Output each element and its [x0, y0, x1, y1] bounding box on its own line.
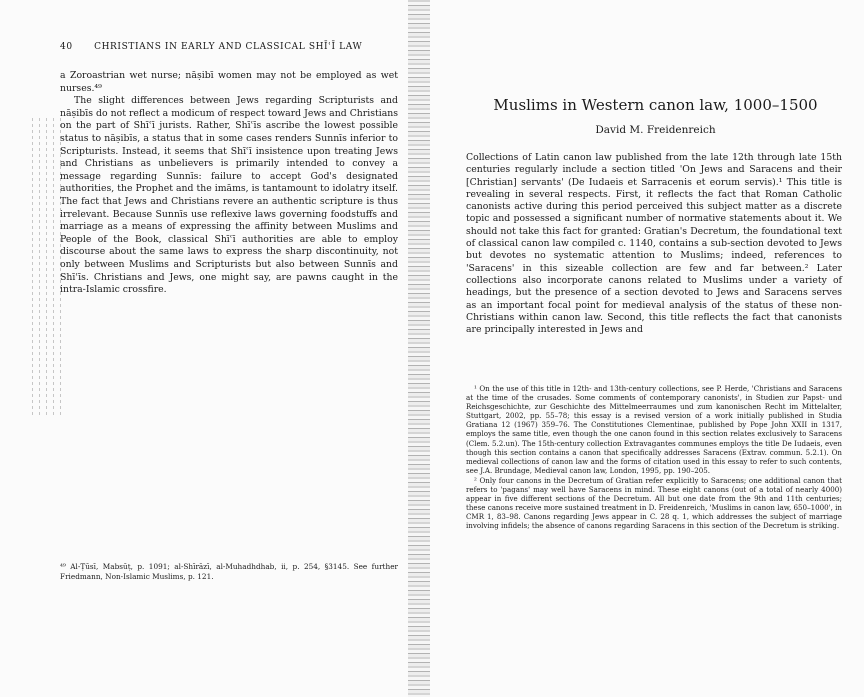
- right-page-body: [466, 152, 842, 336]
- left-page-body: [60, 70, 398, 297]
- paragraph: The slight differences between Jews regarding Scripturists and nāṣibīs do not reflect a modicum of respect toward Jews and Christians on the part of Shīʿī jurists. Rather, Shīʿīs ascribe the lowest possible status to nāṣibīs, a status that in some cases renders Sunnīs inferior to Scripturists. Instead, it seems that Shīʿī insistence upon treating Jews and Christians as unbelievers is primarily intended to convey a message regarding Sunnīs: failure to accept God's designated authorities, the Prophet and the imāms, is tantamount to idolatry itself. The fact that Jews and Christians revere an authentic scripture is thus irrelevant. Because Sunnīs use reflexive laws governing foodstuffs and marriage as a means of expressing the affinity between Muslims and People of the Book, classical Shīʿī authorities are able to employ discourse about the same laws to express the sharp discontinuity, not only between Muslims and Scripturists but also between Sunnīs and Shīʿīs. Christians and Jews, one might say, are pawns caught in the intra-Islamic crossfire.: [60, 95, 398, 296]
- paragraph: a Zoroastrian wet nurse; nāṣibī women may not be employed as wet nurses.⁴⁹: [60, 70, 398, 94]
- right-page: [428, 0, 864, 697]
- paragraph: Collections of Latin canon law published from the late 12th through late 15th centuries regularly include a section titled 'On Jews and Saracens and their [Christian] servants' (De Iudaeis et Sarracenis et eorum servis).¹ This title is revealing in several respects. First, it reflects the fact that Roman Catholic canonists active during this period perceived this subject matter as a discrete topic and possessed a significant number of normative statements about it. We should not take this fact for granted: Gratian's Decretum, the foundational text of classical canon law compiled c. 1140, contains a sub-section devoted to Jews but devotes no systematic attention to Muslims; indeed, references to 'Saracens' in this sizeable collection are few and far between.² Later collections also incorporate canons related to Muslims under a variety of headings, but the presence of a section devoted to Jews and Saracens serves as an important focal point for medieval analysis of the status of these non-Christians within canon law. Second, this title reflects the fact that canonists are principally interested in Jews and: [466, 152, 842, 336]
- page-number: 40: [60, 42, 73, 52]
- running-head: [60, 42, 400, 52]
- footnote: ² Only four canons in the Decretum of Gratian refer explicitly to Saracens; one additional canon that refers to 'pagans' may well have Saracens in mind. These eight canons (out of a total of nearly 4000) appear in five different sections of the Decretum. All but one date from the 9th and 11th centuries; these canons receive more sustained treatment in D. Freidenreich, 'Muslims in canon law, 650–1000', in CMR 1, 83–98. Canons regarding Jews appear in C. 28 q. 1, which addresses the subject of marriage involving infidels; the absence of canons regarding Saracens in this section of the Decretum is striking.: [466, 475, 842, 531]
- footnotes: [466, 384, 842, 532]
- footnote: ¹ On the use of this title in 12th- and 13th-century collections, see P. Herde, 'Christians and Saracens at the time of the crusades. Some comments of contemporary canonists', in Studien zur Papst- und Reichsgeschichte, zur Geschichte des Mittelmeerraumes und zum kanonischen Recht im Mittelalter, Stuttgart, 2002, pp. 55–78; this essay is a revised version of a work initially published in Studia Gratiana 12 (1967) 359–76. The Constitutiones Clementinae, published by Pope John XXII in 1317, employs the same title, even though the one canon found in this section relates exclusively to Saracens (Clem. 5.2.un). The 15th-century collection Extravagantes communes employs the title De Iudaeis, even though this section contains a canon that specifically addresses Saracens (Extrav. commun. 5.2.1). On medieval collections of canon law and the forms of citation used in this essay to refer to such contents, see J.A. Brundage, Medieval canon law, London, 1995, pp. 190–205.: [466, 384, 842, 475]
- chapter-author: David M. Freidenreich: [595, 124, 716, 136]
- running-head-title: CHRISTIANS IN EARLY AND CLASSICAL SHĪʿĪ LAW: [94, 42, 363, 52]
- book-gutter: [408, 0, 430, 697]
- chapter-title: Muslims in Western canon law, 1000–1500: [493, 96, 818, 114]
- footnote: ⁴⁹ Al-Ṭūsī, Mabsūṭ, p. 1091; al-Shīrāzī, al-Muhadhdhab, ii, p. 254, §3145. See further Friedmann, Non-Islamic Muslims, p. 121.: [60, 562, 398, 581]
- left-page: [0, 0, 420, 697]
